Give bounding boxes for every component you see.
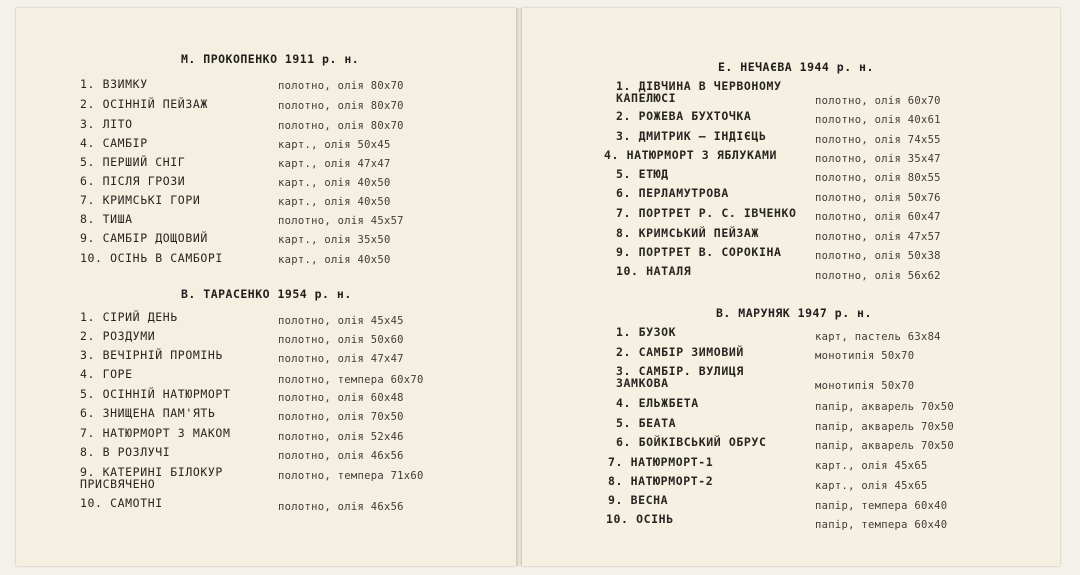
work-title: 1. СІРИЙ ДЕНЬ [80,310,178,324]
work-title: 3. САМБІР. ВУЛИЦЯ ЗАМКОВА [616,364,744,390]
work-title: 4. ГОРЕ [80,367,133,381]
work-title: 5. ОСІННІЙ НАТЮРМОРТ [80,387,231,401]
work-title: 9. ВЕСНА [608,493,669,507]
work-medium: полотно, олія 45х45 [278,315,404,327]
work-title: 2. РОЖЕВА БУХТОЧКА [616,109,752,123]
artist-heading-marunyak: В. МАРУНЯК 1947 р. н. [716,306,872,320]
work-title: 1. ВЗИМКУ [80,77,148,91]
work-medium: полотно, олія 47х47 [278,353,404,365]
work-title: 8. НАТЮРМОРТ-2 [608,474,714,488]
work-title: 10. НАТАЛЯ [616,264,692,278]
work-title: 9. САМБІР ДОЩОВИЙ [80,231,208,245]
work-title: 6. ЗНИЩЕНА ПАМ'ЯТЬ [80,406,216,420]
work-medium: полотно, олія 74х55 [815,134,941,146]
work-medium: карт., олія 40х50 [278,177,391,189]
work-title: 7. КРИМСЬКІ ГОРИ [80,193,201,207]
work-title: 6. ПЕРЛАМУТРОВА [616,186,729,200]
work-medium: полотно, олія 60х47 [815,211,941,223]
work-medium: полотно, олія 52х46 [278,431,404,443]
work-title: 3. ВЕЧІРНІЙ ПРОМІНЬ [80,348,223,362]
work-medium: карт., олія 40х50 [278,196,391,208]
work-medium: монотипія 50х70 [815,350,915,362]
work-medium: полотно, олія 80х70 [278,120,404,132]
right-page [522,8,1060,566]
work-title: 1. БУЗОК [616,325,677,339]
work-title: 7. ПОРТРЕТ Р. С. ІВЧЕНКО [616,206,797,220]
work-title: 4. НАТЮРМОРТ З ЯБЛУКАМИ [604,148,778,162]
work-title: 1. ДІВЧИНА В ЧЕРВОНОМУ КАПЕЛЮСІ [616,79,782,105]
work-title: 7. НАТЮРМОРТ-1 [608,455,714,469]
work-medium: полотно, олія 80х70 [278,100,404,112]
work-title: 3. ЛІТО [80,117,133,131]
work-medium: карт., олія 50х45 [278,139,391,151]
work-title: 5. БЕАТА [616,416,677,430]
work-medium: карт, пастель 63х84 [815,331,941,343]
work-medium: полотно, олія 45х57 [278,215,404,227]
work-medium: полотно, олія 35х47 [815,153,941,165]
work-medium: папір, акварель 70х50 [815,421,955,433]
work-title: 5. ПЕРШИЙ СНІГ [80,155,186,169]
work-title: 3. ДМИТРИК — ІНДІЄЦЬ [616,129,767,143]
work-title: 2. РОЗДУМИ [80,329,156,343]
work-title: 8. КРИМСЬКИЙ ПЕЙЗАЖ [616,226,759,240]
work-medium: полотно, олія 50х76 [815,192,941,204]
work-medium: полотно, олія 56х62 [815,270,941,282]
work-title: 10. ОСІНЬ [606,512,674,526]
work-title: 10. САМОТНІ [80,496,163,510]
work-medium: карт., олія 47х47 [278,158,391,170]
artist-heading-nechaeva: Е. НЕЧАЄВА 1944 р. н. [718,60,874,74]
work-medium: полотно, олія 40х61 [815,114,941,126]
work-medium: полотно, олія 50х60 [278,334,404,346]
work-medium: полотно, олія 70х50 [278,411,404,423]
work-medium: карт., олія 45х65 [815,460,928,472]
work-medium: монотипія 50х70 [815,380,915,392]
work-title: 4. САМБІР [80,136,148,150]
work-medium: полотно, олія 50х38 [815,250,941,262]
work-medium: папір, темпера 60х40 [815,519,948,531]
work-title: 6. ПІСЛЯ ГРОЗИ [80,174,186,188]
work-medium: полотно, олія 80х55 [815,172,941,184]
work-title: 5. ЕТЮД [616,167,669,181]
work-medium: полотно, олія 60х48 [278,392,404,404]
work-title: 2. ОСІННІЙ ПЕЙЗАЖ [80,97,208,111]
work-medium: папір, акварель 70х50 [815,401,955,413]
artist-heading-prokopenko: М. ПРОКОПЕНКО 1911 р. н. [181,52,360,66]
work-medium: полотно, олія 46х56 [278,450,404,462]
work-title: 8. ТИША [80,212,133,226]
work-medium: папір, акварель 70х50 [815,440,955,452]
work-medium: полотно, темпера 60х70 [278,374,424,386]
work-title: 2. САМБІР ЗИМОВИЙ [616,345,744,359]
work-medium: карт., олія 45х65 [815,480,928,492]
work-title: 9. ПОРТРЕТ В. СОРОКІНА [616,245,782,259]
work-title: 9. КАТЕРИНІ БІЛОКУР ПРИСВЯЧЕНО [80,465,223,491]
work-title: 10. ОСІНЬ В САМБОРІ [80,251,223,265]
work-medium: полотно, олія 60х70 [815,95,941,107]
work-medium: полотно, олія 47х57 [815,231,941,243]
work-title: 7. НАТЮРМОРТ З МАКОМ [80,426,231,440]
work-medium: полотно, олія 46х56 [278,501,404,513]
work-title: 4. ЕЛЬЖБЕТА [616,396,699,410]
artist-heading-tarasenko: В. ТАРАСЕНКО 1954 р. н. [181,287,352,301]
work-medium: полотно, темпера 71х60 [278,470,424,482]
work-title: 8. В РОЗЛУЧІ [80,445,171,459]
work-medium: карт., олія 40х50 [278,254,391,266]
work-medium: папір, темпера 60х40 [815,500,948,512]
work-title: 6. БОЙКІВСЬКИЙ ОБРУС [616,435,767,449]
work-medium: карт., олія 35х50 [278,234,391,246]
work-medium: полотно, олія 80х70 [278,80,404,92]
